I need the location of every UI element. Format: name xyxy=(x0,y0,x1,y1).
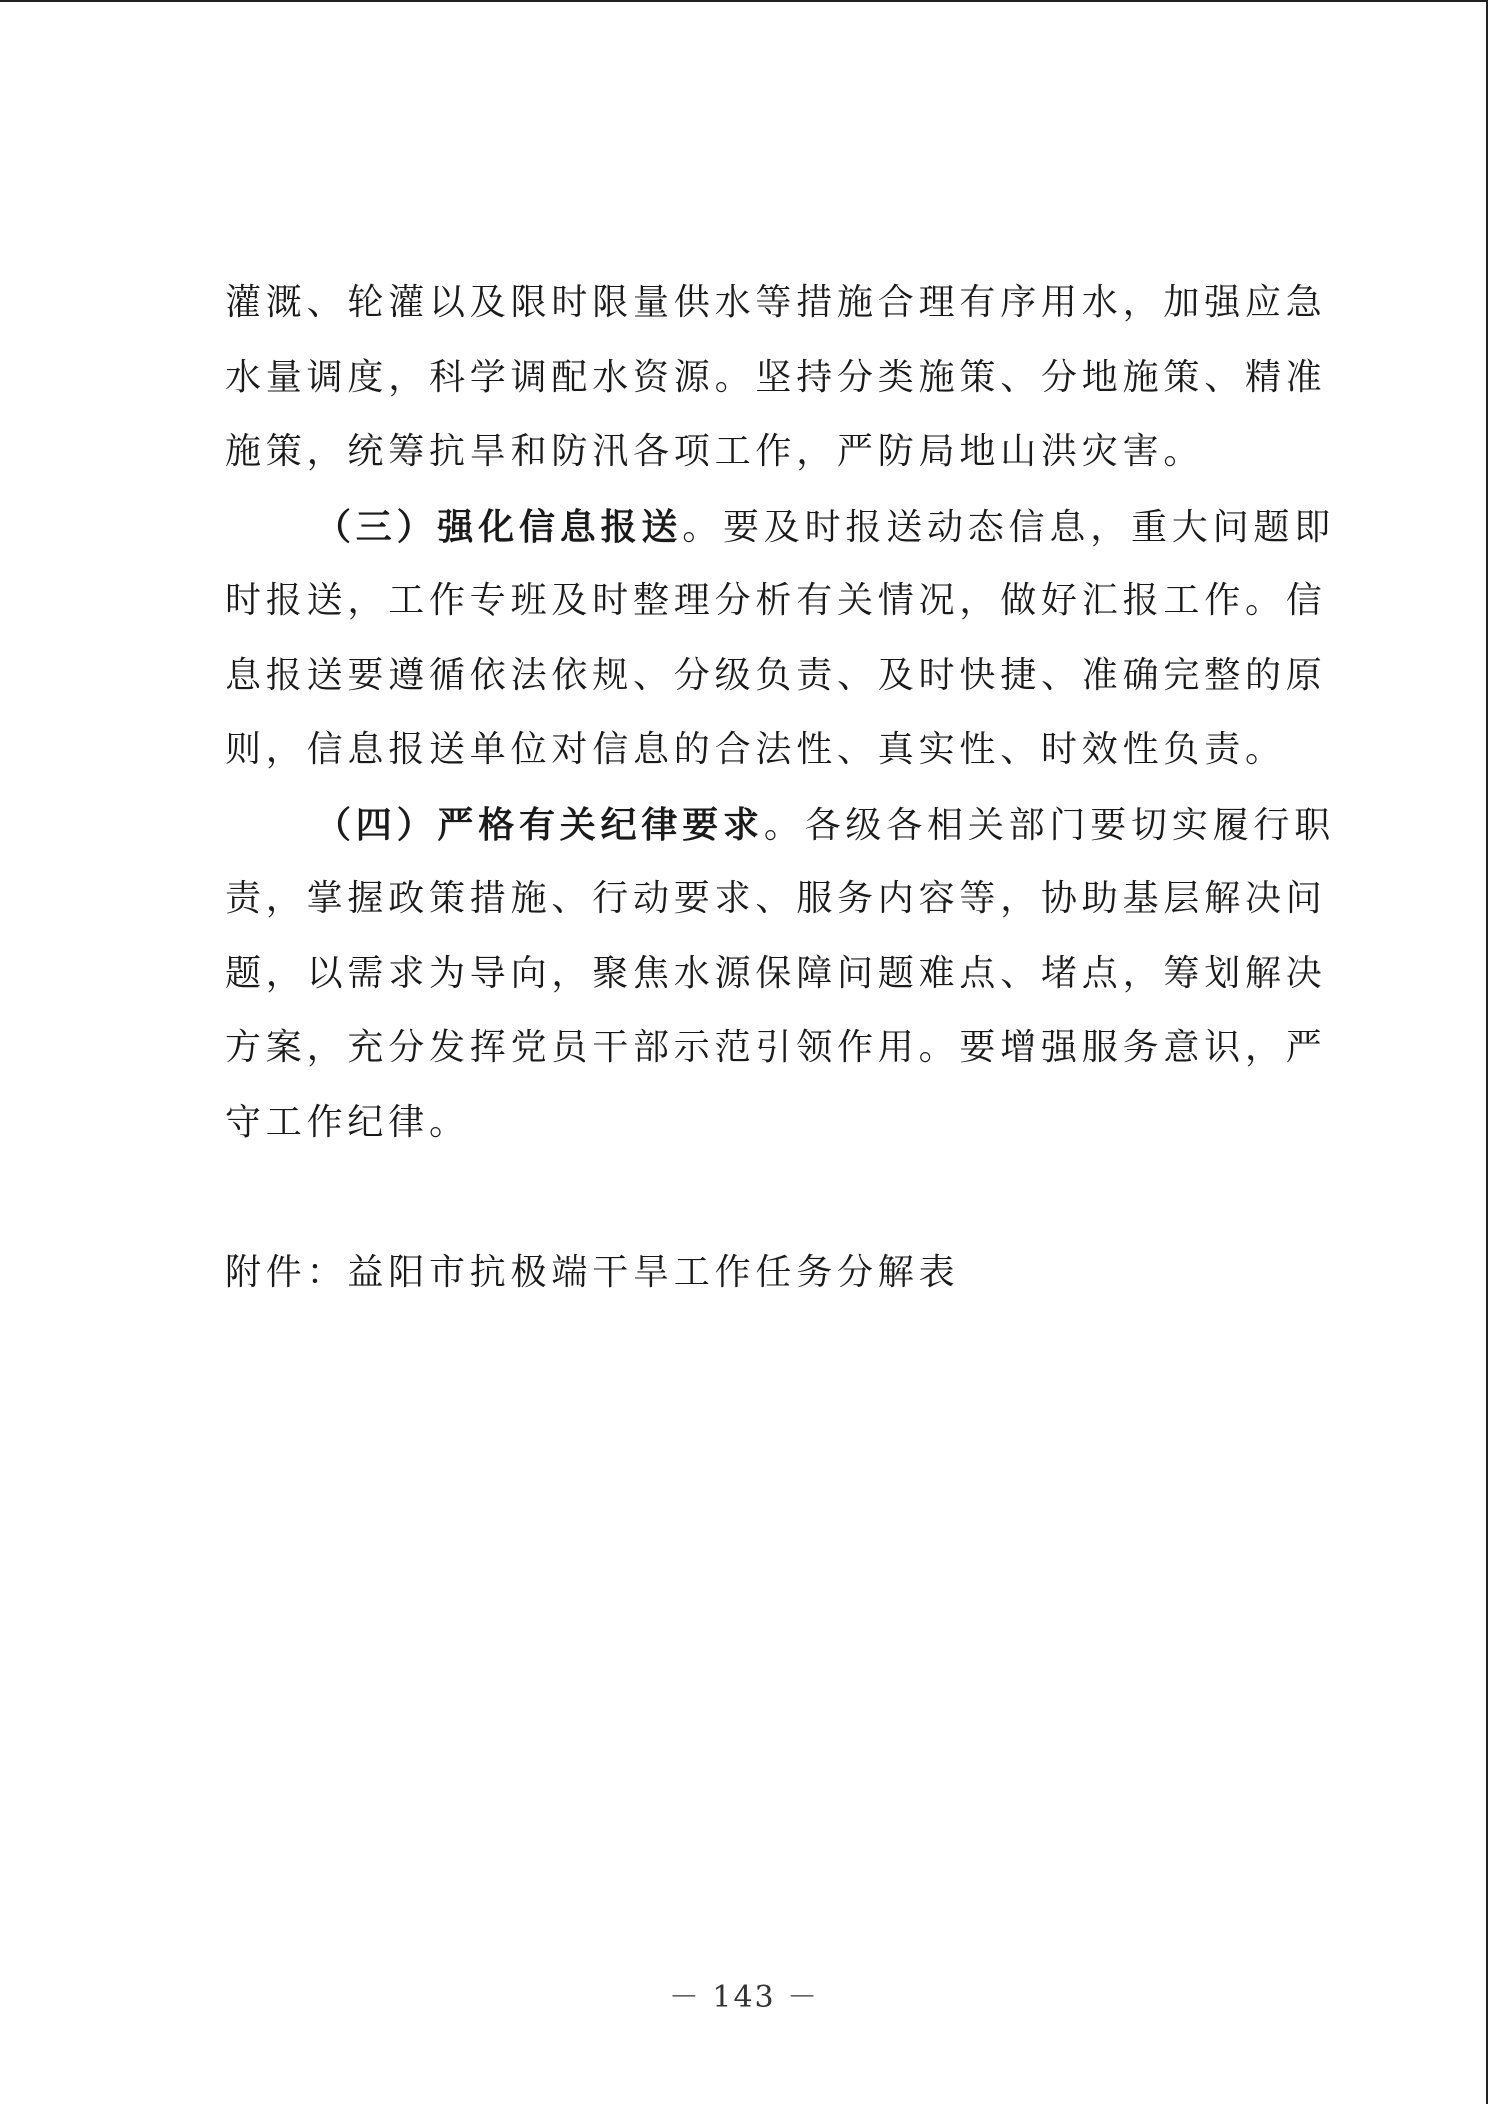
body-line: 息报送要遵循依法依规、分级负责、及时快捷、准确完整的原 xyxy=(225,654,1327,696)
attachment-note: 附件：益阳市抗极端干旱工作任务分解表 xyxy=(225,1252,960,1293)
section-3-first-line xyxy=(225,490,1337,565)
section-4-first-line-text: 。各级各相关部门要切实履行职 xyxy=(763,804,1336,846)
body-line: 时报送，工作专班及时整理分析有关情况，做好汇报工作。信 xyxy=(225,580,1327,621)
document-body xyxy=(225,266,1337,1160)
body-line: 灌溉、轮灌以及限时限量供水等措施合理有序用水，加强应急 xyxy=(225,282,1327,323)
body-line: 方案，充分发挥党员干部示范引领作用。要增强服务意识，严 xyxy=(225,1027,1327,1068)
body-line: 责，掌握政策措施、行动要求、服务内容等，协助基层解决问 xyxy=(225,878,1327,919)
body-line: 守工作纪律。 xyxy=(225,1101,470,1143)
page-number: － 143 － xyxy=(668,1980,820,2015)
body-line: 施策，统筹抗旱和防汛各项工作，严防局地山洪灾害。 xyxy=(225,431,1205,472)
section-3-first-line-text: 。要及时报送动态信息，重大问题即 xyxy=(682,506,1336,548)
section-3-heading: （三）强化信息报送 xyxy=(315,505,683,548)
body-line: 题，以需求为导向，聚焦水源保障问题难点、堵点，筹划解决 xyxy=(225,952,1327,994)
page-border-top xyxy=(0,0,1488,2)
body-line: 则，信息报送单位对信息的合法性、真实性、时效性负责。 xyxy=(225,729,1286,770)
section-4-first-line xyxy=(225,788,1337,863)
section-4-heading: （四）严格有关纪律要求 xyxy=(315,803,764,846)
body-line: 水量调度，科学调配水资源。坚持分类施策、分地施策、精准 xyxy=(225,356,1327,398)
